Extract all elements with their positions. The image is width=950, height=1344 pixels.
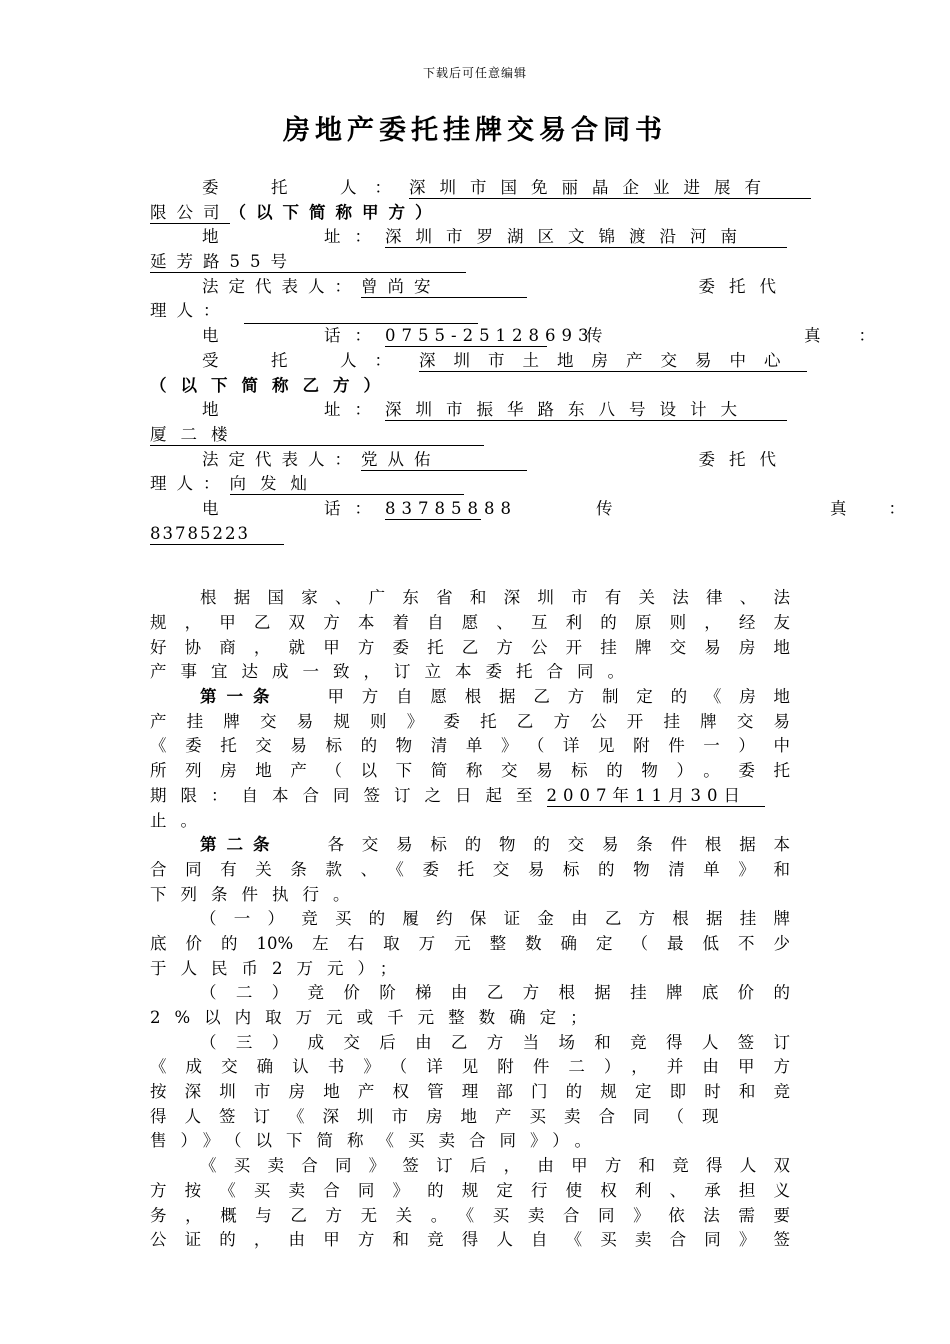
article-2-line: 下列条件执行。 — [150, 884, 364, 904]
party-a-address-1: 深圳市罗湖区文锦渡沿河南 — [385, 227, 787, 248]
party-b-fax-line — [150, 522, 790, 547]
party-a-fax-label: 传 真： — [586, 326, 913, 346]
article-2-item-2: 2%以内取万元或千元整数确定； — [150, 1008, 601, 1027]
preamble-line: 根据国家、广东省和深圳市有关法律、法 — [200, 588, 790, 608]
preamble-line: 规，甲乙双方本着自愿、互利的原则，经友 — [150, 613, 790, 632]
party-a-agent-label: 委托代 — [698, 276, 790, 296]
party-b-address-line — [150, 398, 790, 423]
party-b-fax: 83785223 — [150, 524, 284, 545]
article-2-item-3: 《成交确认书》（详见附件二），并由甲方 — [150, 1057, 790, 1077]
party-b-legal-rep-label: 法定代表人： — [202, 449, 361, 469]
party-b-agent: 向发灿 — [230, 474, 464, 495]
party-a-agent-label-2: 理人： — [150, 301, 230, 321]
party-a-agent-blank — [244, 305, 478, 324]
preamble-line: 产事宜达成一致，订立本委托合同。 — [150, 662, 638, 682]
article-2-item-1: 于人民币2万元）； — [150, 958, 411, 978]
party-b-trustee-label: 受 托 人： — [202, 350, 409, 370]
contract-body — [150, 176, 947, 1253]
party-b-address-2: 厦二楼 — [150, 425, 484, 446]
article-1-line: 止。 — [150, 810, 211, 830]
party-a-phone: 0755-25128693 — [385, 326, 595, 346]
party-a-principal-label: 委 托 人： — [202, 178, 409, 197]
party-a-abbr: （以下简称甲方） — [229, 202, 442, 222]
article-2-line — [150, 833, 790, 858]
party-b-abbr: （以下简称乙方） — [150, 375, 394, 395]
party-b-address-line2 — [150, 423, 790, 448]
article-2-item-1: 底价的10%左右取万元整数确定（最低不少 — [150, 933, 790, 953]
article-2-para: 《买卖合同》签订后，由甲方和竞得人双 — [200, 1156, 790, 1176]
article-2-item-1: （一）竞买的履约保证金由乙方根据挂牌 — [200, 909, 790, 929]
party-b-legal-rep: 党从佑 — [361, 450, 527, 471]
article-2-para: 务，概与乙方无关。《买卖合同》依法需要 — [150, 1205, 790, 1225]
party-a-address-line2 — [150, 250, 790, 275]
article-2-text: 各交易标的物的交易条件根据本 — [327, 835, 790, 855]
party-a-name-line2 — [150, 201, 790, 226]
party-b-agent-label-2: 理人： — [150, 474, 230, 494]
preamble-line: 好协商，就甲方委托乙方公开挂牌交易房地 — [150, 637, 790, 657]
article-1-line: 产挂牌交易规则》委托乙方公开挂牌交易 — [150, 711, 790, 731]
article-1-line — [150, 685, 790, 710]
page-title: 房地产委托挂牌交易合同书 — [283, 115, 667, 146]
spacer — [150, 546, 790, 586]
party-a-name-1: 深圳市国免丽晶企业进展有 — [409, 178, 811, 199]
article-1-text: 甲方自愿根据乙方制定的《房地 — [327, 687, 790, 707]
party-a-legal-rep-label: 法定代表人： — [202, 276, 361, 296]
article-1-deadline: 2007年11月30日 — [547, 786, 765, 807]
party-b-phone: 83785888 — [385, 498, 517, 518]
party-b-phone-line — [150, 497, 947, 522]
page-header: 下载后可任意编辑 — [422, 66, 527, 80]
party-a-legal-rep-line — [150, 275, 790, 300]
article-2-heading: 第二条 — [200, 835, 280, 855]
party-b-agent-line — [150, 472, 790, 497]
article-2-item-3: 得人签订《深圳市房地产买卖合同（现 — [150, 1106, 737, 1126]
party-a-address-2: 延芳路55号 — [150, 252, 466, 273]
party-a-name-2: 限公司 — [150, 202, 230, 222]
article-2-para: 方按《买卖合同》的规定行使权利、承担义 — [150, 1180, 790, 1200]
party-a-address-label: 地 址： — [202, 227, 385, 247]
article-1-term: 期限：自本合同签订之日起至 — [150, 785, 547, 805]
party-a-legal-rep: 曾尚安 — [361, 277, 527, 298]
party-a-principal-line — [150, 176, 790, 201]
article-1-line — [150, 784, 790, 809]
party-b-abbr-line — [150, 374, 790, 399]
article-2-line: 合同有关条款、《委托交易标的物清单》和 — [150, 859, 790, 879]
party-b-name: 深圳市土地房产交易中心 — [419, 351, 807, 372]
party-b-trustee-line — [150, 349, 799, 374]
party-a-phone-line — [150, 324, 913, 349]
article-2-item-2: （二）竞价阶梯由乙方根据挂牌底价的 — [200, 983, 790, 1003]
party-b-address-1: 深圳市振华路东八号设计大 — [385, 400, 787, 421]
article-2-item-3: （三）成交后由乙方当场和竞得人签订 — [200, 1032, 790, 1052]
party-a-agent-line — [150, 299, 790, 324]
article-1-line: 《委托交易标的物清单》（详见附件一）中 — [150, 736, 790, 756]
party-a-phone-label: 电 话： — [202, 326, 385, 346]
article-2-para: 公证的，由甲方和竞得人自《买卖合同》签 — [150, 1230, 790, 1250]
party-b-phone-label: 电 话： — [202, 498, 385, 518]
party-b-address-label: 地 址： — [202, 400, 385, 420]
party-b-legal-rep-line — [150, 448, 790, 473]
party-b-agent-label: 委托代 — [698, 449, 790, 469]
article-1-line: 所列房地产（以下简称交易标的物）。委托 — [150, 761, 790, 781]
article-2-item-3: 按深圳市房地产权管理部门的规定即时和竞 — [150, 1082, 790, 1102]
article-1-heading: 第一条 — [200, 687, 280, 707]
article-2-item-3: 售）》（以下简称《买卖合同》）。 — [150, 1131, 605, 1151]
party-b-fax-label: 传 真： — [596, 498, 947, 518]
party-a-address-line — [150, 225, 790, 250]
